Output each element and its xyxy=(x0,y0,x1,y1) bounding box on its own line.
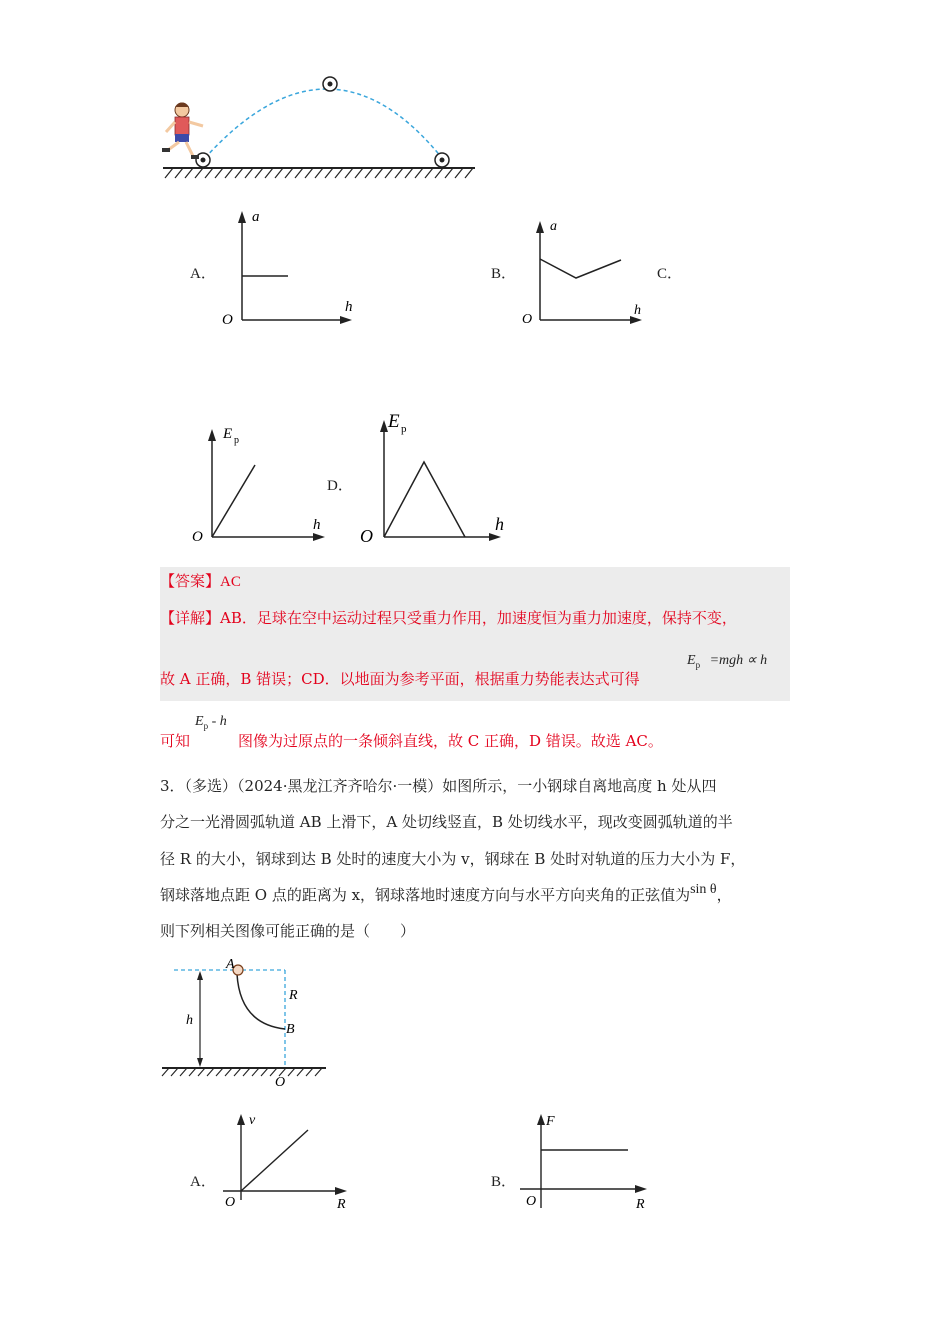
graph-a-vs-h-constant xyxy=(215,205,360,330)
answer-value: AC xyxy=(220,574,241,590)
detail-label: 【详解】 xyxy=(160,609,221,627)
q3-option-b-label: B． xyxy=(491,1174,517,1190)
ball-end-icon xyxy=(435,153,449,167)
answer-label: 【答案】 xyxy=(160,572,221,590)
axis-label-ep: E xyxy=(388,411,400,432)
formula2-e: E xyxy=(195,714,204,729)
question3-line4-text: 钢球落地点距 O 点的距离为 x，钢球落地时速度方向与水平方向夹角的正弦值为 xyxy=(160,886,691,904)
formula2-h: h xyxy=(219,714,227,729)
axis-label-h: h xyxy=(345,299,353,315)
track-label-a: A xyxy=(226,957,235,972)
projectile-figure xyxy=(155,70,485,185)
formula-ep-h xyxy=(195,714,227,731)
track-label-h: h xyxy=(186,1013,193,1028)
axis-label-r: R xyxy=(636,1197,645,1212)
question3-line5: 则下列相关图像可能正确的是（ ） xyxy=(160,922,416,940)
question3-line4-end: ， xyxy=(716,886,732,904)
track-label-r: R xyxy=(289,988,298,1003)
axis-label-r: R xyxy=(337,1197,346,1212)
track-figure xyxy=(158,955,333,1090)
axis-label-ep-sub: p xyxy=(234,435,239,446)
option-b-label: B． xyxy=(491,266,517,282)
formula-ep-sub: p xyxy=(695,659,701,670)
graph-v-vs-r xyxy=(218,1108,358,1213)
answer-line xyxy=(160,570,241,591)
axis-label-h: h xyxy=(634,303,641,318)
question3-sin: sin θ xyxy=(690,882,717,897)
track-label-b: B xyxy=(286,1022,295,1037)
origin-label: O xyxy=(522,312,533,327)
option-d-label: D． xyxy=(327,478,353,494)
origin-label: O xyxy=(360,526,373,546)
origin-label: O xyxy=(192,529,203,545)
axis-label-h: h xyxy=(495,514,504,534)
graph-ep-vs-h-line xyxy=(188,418,333,546)
question3-line4 xyxy=(160,877,732,915)
graph-ep-vs-h-triangle xyxy=(357,407,512,547)
axis-label-f: F xyxy=(546,1114,555,1129)
axis-label-a: a xyxy=(252,209,260,225)
option-c-label: C． xyxy=(657,266,683,282)
ball-top-icon xyxy=(323,77,337,91)
detail-line-1 xyxy=(160,607,737,628)
axis-label-a: a xyxy=(550,219,557,234)
option-a-label: A． xyxy=(190,266,216,282)
formula2-sep: - xyxy=(208,714,220,729)
boy-icon xyxy=(162,103,203,160)
origin-label: O xyxy=(225,1195,236,1210)
origin-label: O xyxy=(526,1194,537,1209)
detail-text-1: AB．足球在空中运动过程只受重力作用，加速度恒为重力加速度，保持不变， xyxy=(220,609,737,627)
detail-line-3 xyxy=(160,730,190,751)
track-label-o: O xyxy=(275,1075,286,1090)
origin-label: O xyxy=(222,312,233,328)
axis-label-ep: E xyxy=(223,426,233,442)
formula2-sub: p xyxy=(203,720,209,731)
formula-ep-rhs: =mgh ∝ h xyxy=(709,653,768,668)
detail-text-3-pre: 可知 xyxy=(160,732,191,750)
question3-line2: 分之一光滑圆弧轨道 AB 上滑下，A 处切线竖直，B 处切线水平，现改变圆弧轨道的半 xyxy=(160,813,733,831)
formula-ep-mgh xyxy=(687,652,767,670)
axis-label-ep-sub: p xyxy=(401,423,407,435)
question3-line3: 径 R 的大小，钢球到达 B 处时的速度大小为 v，钢球在 B 处时对轨道的压力大小为 F， xyxy=(160,850,746,868)
detail-line-3-post: 图像为过原点的一条倾斜直线，故 C 正确，D 错误。故选 AC。 xyxy=(238,732,663,750)
q3-option-a-label: A． xyxy=(190,1174,216,1190)
graph-a-vs-h-dip xyxy=(515,215,650,330)
axis-label-h: h xyxy=(313,517,321,533)
question3-line1: 3．（多选）（2024·黑龙江齐齐哈尔·一模）如图所示，一小钢球自离地高度 h 处从四 xyxy=(160,777,717,795)
formula-ep-e: E xyxy=(687,653,696,668)
graph-f-vs-r xyxy=(518,1108,658,1213)
detail-line-2: 故 A 正确，B 错误；CD．以地面为参考平面，根据重力势能表达式可得 xyxy=(160,670,640,688)
axis-label-v: v xyxy=(249,1113,256,1128)
